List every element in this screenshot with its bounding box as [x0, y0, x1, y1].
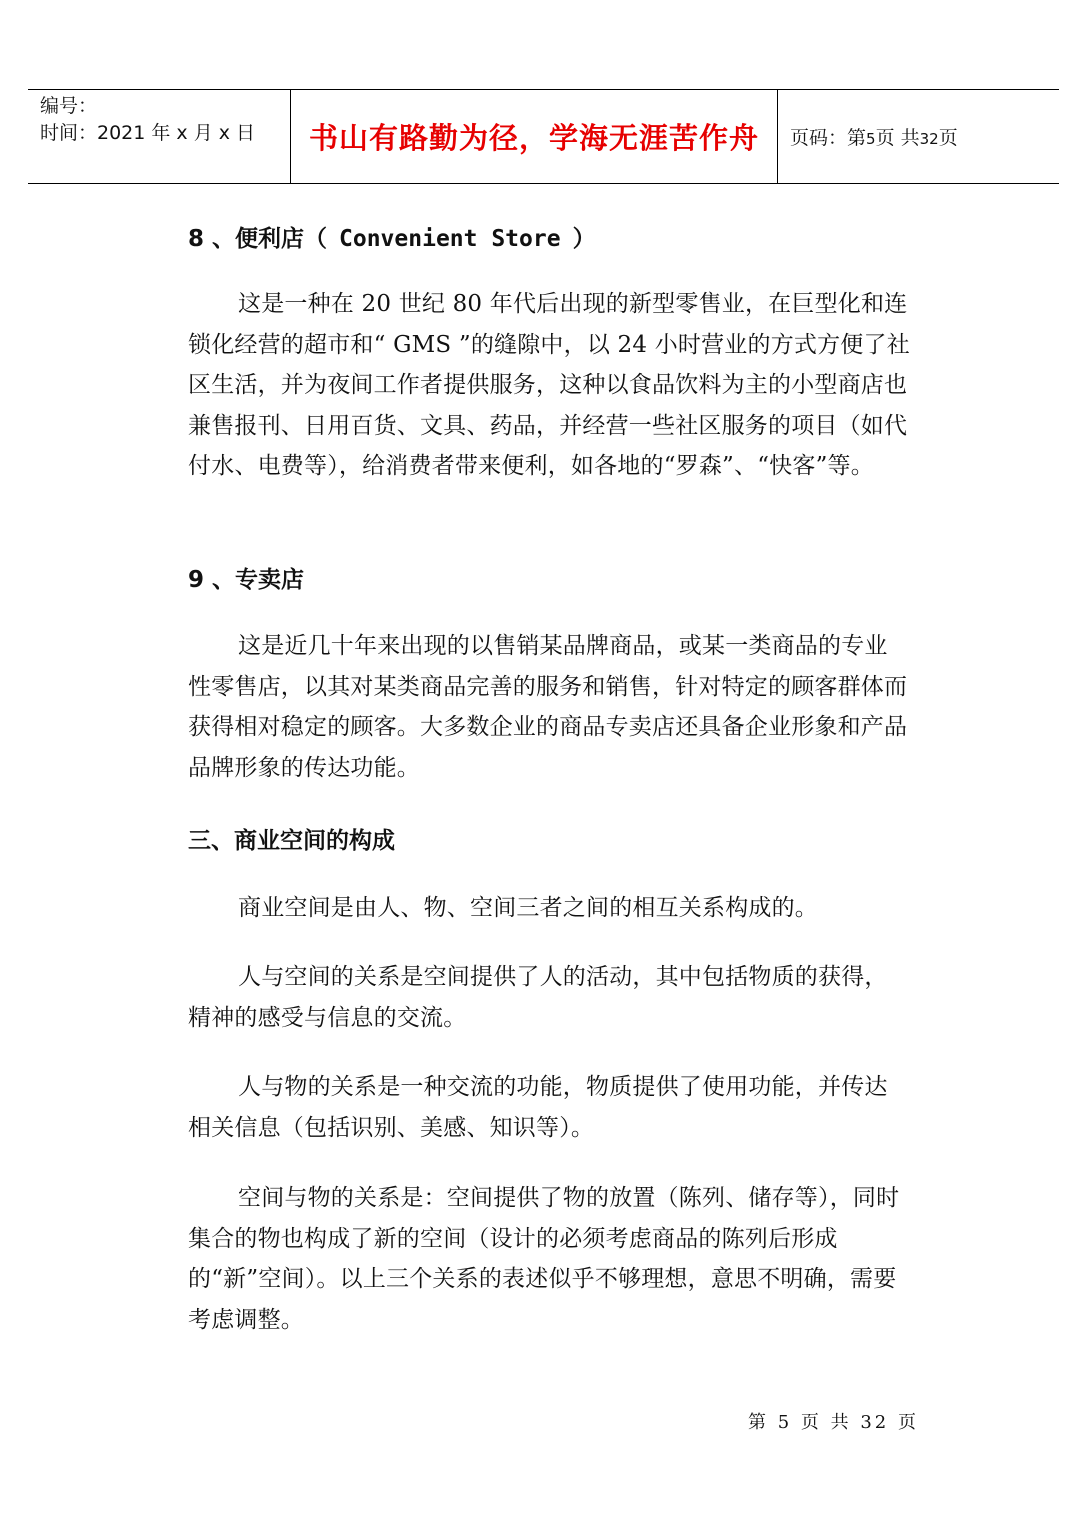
- page-header: [28, 89, 1059, 184]
- header-meta-cell: [28, 90, 291, 183]
- paragraph-space-composition-intro: 商业空间是由人、物、空间三者之间的相互关系构成的。: [238, 895, 818, 921]
- header-motto: 书山有路勤为径，学海无涯苦作舟: [308, 121, 759, 155]
- heading-suffix: ）: [572, 226, 596, 252]
- section-heading-space-composition: 三、商业空间的构成: [188, 828, 395, 854]
- document-number-label: 编号：: [40, 95, 98, 117]
- header-motto-cell: [291, 90, 778, 183]
- page-number: 5: [866, 130, 876, 148]
- page-prefix: 页码：第: [790, 127, 867, 149]
- heading-english-term: Convenient Store: [339, 226, 561, 252]
- paragraph-person-object: 人与物的关系是一种交流的功能，物质提供了使用功能，并传达相关信息（包括识别、美感、知识等）。: [188, 1074, 888, 1141]
- page-suffix: 页: [938, 127, 958, 149]
- section-heading-convenience-store: [188, 220, 596, 253]
- paragraph-person-space: 人与空间的关系是空间提供了人的活动，其中包括物质的获得，精神的感受与信息的交流。: [188, 964, 888, 1031]
- page-mid: 页 共: [875, 127, 920, 149]
- page-total: 32: [919, 130, 939, 148]
- header-page-indicator: [778, 123, 958, 150]
- paragraph-specialty-store: 这是近几十年来出现的以售销某品牌商品，或某一类商品的专业性零售店，以其对某类商品完善的服务和销售，针对特定的顾客群体而获得相对稳定的顾客。大多数企业的商品专卖店还具备企业形象和产品品牌形象的传达功能。: [188, 633, 908, 781]
- document-time-label: 时间：2021 年 x 月 x 日: [40, 122, 256, 144]
- paragraph-space-object: 空间与物的关系是：空间提供了物的放置（陈列、储存等），同时集合的物也构成了新的空间（设计的必须考虑商品的陈列后形成的“新”空间）。以上三个关系的表述似乎不够理想，意思不明确，需要考虑调整。: [188, 1185, 900, 1333]
- paragraph-convenience-store: 这是一种在 20 世纪 80 年代后出现的新型零售业，在巨型化和连锁化经营的超市和“ GMS ”的缝隙中，以 24 小时营业的方式方便了社区生活，并为夜间工作者提供服务，这种以食品饮料为主的小型商店也兼售报刊、日用百货、文具、药品，并经营一些社区服务的项目（如代付水、电费等），给消费者带来便利，如各地的“罗森”、“快客”等。: [188, 291, 910, 480]
- section-heading-specialty-store: 9 、专卖店: [188, 567, 305, 593]
- header-page-cell: [778, 90, 1059, 183]
- heading-prefix: 8 、便利店（: [188, 226, 328, 252]
- page-footer: 第 5 页 共 32 页: [748, 1412, 919, 1433]
